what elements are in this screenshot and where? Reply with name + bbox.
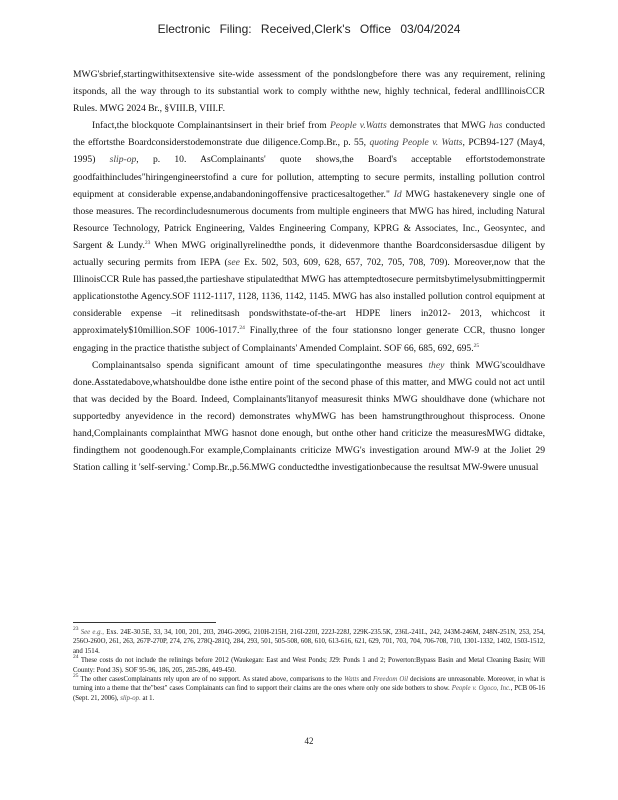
text-run: , PCB94-127 (May4, 1995) xyxy=(73,137,545,166)
footnote-text: , PCB 06-16 (Sept. 21, 2006), xyxy=(73,685,545,702)
footnote-number: 25 xyxy=(73,673,79,680)
paragraph-3 xyxy=(73,357,545,477)
emphasis: has xyxy=(489,120,503,132)
body-text xyxy=(73,66,545,476)
text-run: conducted the effortsthe Boardconsiderstodemonstrate due diligence.Comp.Br., p. 55, xyxy=(73,120,545,149)
id-citation: Id xyxy=(393,188,402,200)
footnote-25 xyxy=(73,675,545,703)
footnote-divider xyxy=(73,622,216,623)
case-citation: Freedom Oil xyxy=(373,676,409,684)
filing-header: Electronic Filing: Received,Clerk's Office 03/04/2024 xyxy=(157,22,461,36)
text-run: Finally,three of the four stationsno longer generate CCR, thusno longer engaging in the practice thatisthe subject of Complainants' Amended Complaint. SOF 66, 685, 692, 695. xyxy=(73,325,545,354)
case-citation: Watts xyxy=(344,676,360,684)
slip-op: slip-op xyxy=(109,154,137,166)
slip-op: slip-op. xyxy=(120,694,141,702)
footnote-text: Exs. 24E-30.5E, 33, 34, 100, 201, 203, 204G-209G, 210H-215H, 216I-220I, 222J-228J, 229K-235.5K, 236L-241L, 242, 243M-246M, 248N-251N, 253, 254, 256O-260O, 261, 263, 267P-270P, 274, 276, 278Q-281Q, 284, 293, 501, 505-508, 608, 610, 613-616, 621, 629, 701, 703, 704, 706-708, 710, 1301-1332, 1402, 1503-1512, and 1514. xyxy=(73,629,545,655)
text-run: Ex. 502, 503, 609, 628, 657, 702, 705, 708, 709). Moreover,now that the IllinoisCCR Rule has passed,the partieshave stipulatedthat MWG has attemptedtosecure permitsbytimelysubmittingpermit applicationstothe Agency.SOF 1112-1117, 1128, 1136, 1142, 1145. MWG has also installed pollution control equipment at considerable expense –it relineditsash pondswithstate-of-the-art HDPE liners in2012- 2013, whichcost it approximately$10million.SOF 1006-1017. xyxy=(73,257,546,337)
case-citation: quoting People v. Watts xyxy=(369,137,463,149)
footnote-number: 23 xyxy=(73,626,79,632)
text-run: demonstrates that MWG xyxy=(389,120,486,132)
footnote-ref-23[interactable]: 23 xyxy=(144,239,151,246)
text-run: Infact,the blockquote Complainantsinsert in their brief from xyxy=(92,120,327,132)
see-signal: see xyxy=(227,257,240,269)
footnote-24 xyxy=(73,656,545,675)
case-citation: People v. Ogoco, Inc. xyxy=(451,685,511,693)
page-number: 42 xyxy=(304,736,314,746)
footnote-text: These costs do not include the relinings before 2012 (Waukegan: East and West Ponds; J29: Ponds 1 and 2; Powerton:Bypass Basin and Metal Cleaning Basin; Will County: Pond 3S). SOF 95-96, 186, 205, 285-286, 449-450. xyxy=(73,657,546,674)
footnote-text: decisions are unreasonable. Moreover, in what is turning into a theme that the"best" cases Complainants can find to support their claims are the ones where only one side bothers to show. xyxy=(73,676,545,693)
footnotes xyxy=(73,628,545,703)
footnote-text: at 1. xyxy=(142,694,155,702)
footnote-text: and xyxy=(361,676,371,684)
paragraph-1: MWG'sbrief,startingwithitsextensive site-wide assessment of the pondslongbefore there was any requirement, relining itsponds, all the way through to its substantial work to comply withthe new, highly technical, federal andIllinoisCCR Rules. MWG 2024 Br., §VIII.B, VIII.F. xyxy=(73,69,545,115)
paragraph-2 xyxy=(73,117,545,356)
text-run: , p. 10. AsComplainants' quote shows,the Board's acceptable effortstodemonstrate goodfaithincludes"hiringengineerstofind a cure for pollution, attempting to secure permits, installing pollution control equipment at considerable expense,andabandoningoffensive practicesaltogether." xyxy=(73,154,545,200)
footnote-ref-24[interactable]: 24 xyxy=(239,325,245,332)
footnote-text: The other casesComplainants rely upon are of no support. As stated above, comparisons to the xyxy=(80,676,343,684)
footnote-ref-25[interactable]: 25 xyxy=(473,342,480,349)
see-signal: See e.g., xyxy=(80,629,104,636)
text-run: MWG hastakenevery single one of those measures. The recordincludesnumerous documents from multiple engineers that MWG has hired, including Natural Resource Technology, Patrick Engineering, Valdes Engineering Company, KPRG & Associates, Inc., Geosyntec, and Sargent & Lundy. xyxy=(73,188,545,251)
footnote-23 xyxy=(73,628,545,656)
case-citation: People v.Watts xyxy=(329,120,387,132)
footnote-number: 24 xyxy=(73,654,79,661)
emphasis: they xyxy=(428,359,445,371)
text-run: think MWG'scouldhave done.Asstatedabove,whatshouldbe done isthe entire point of the second phase of this matter, and MWG could not act until that was decided by the Board. Indeed, Complainants'litanyof measuresit thinks MWG shouldhave done (whichare not supportedby anyevidence in the record) demonstrates whyMWG has been hamstrungthroughout thisprocess. Onone hand,Complainants complainthat MWG hasnot done enough, but onthe other hand criticize the measuresMWG didtake, findingthem not goodenough.For example,Complainants criticize MWG's investigation around MW-9 at the Joliet 29 Station calling it 'self-serving.' Comp.Br.,p.56.MWG conductedthe investigationbecause the resultsat MW-9were unusual xyxy=(73,359,545,474)
text-run: Complainantsalso spenda significant amount of time speculatingonthe measures xyxy=(92,359,423,371)
text-run: When MWG originallyrelinedthe ponds, it didevenmore thanthe Boardconsidersasdue diligent by actually securing permits from IEPA ( xyxy=(73,239,545,269)
